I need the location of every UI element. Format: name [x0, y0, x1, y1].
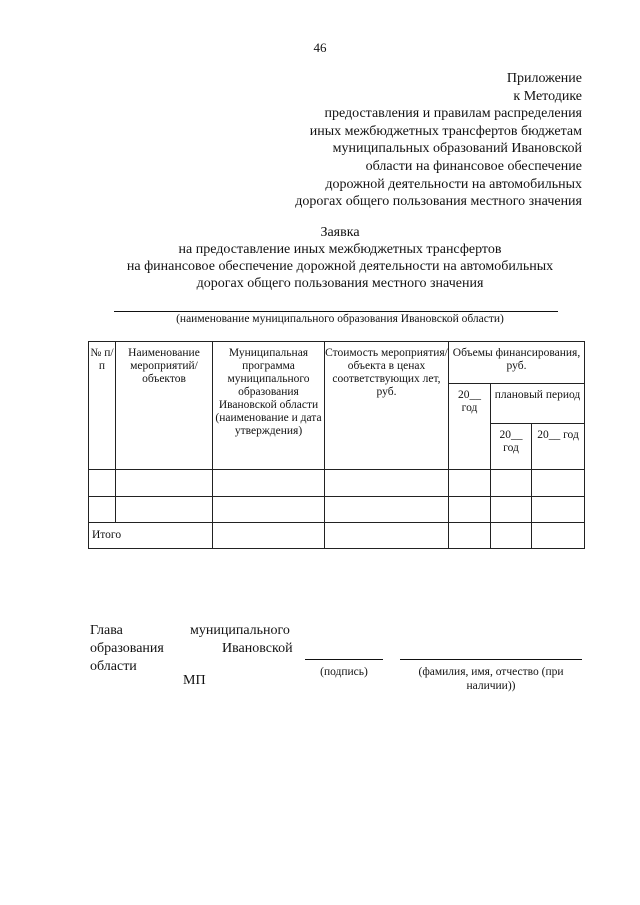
- table-row: [89, 497, 585, 523]
- table-cell: [532, 470, 585, 497]
- header-cost: Стоимость мероприятия/объекта в ценах соответствующих лет, руб.: [325, 342, 449, 470]
- table-cell: [491, 470, 532, 497]
- table-cell: [449, 497, 491, 523]
- title-line: на предоставление иных межбюджетных трансфертов: [178, 242, 502, 257]
- header-volumes: Объемы финансирования, руб.: [449, 342, 585, 384]
- stamp-label: МП: [183, 673, 206, 688]
- table-cell: [491, 497, 532, 523]
- head-word: муниципального: [190, 623, 290, 638]
- appendix-line: Приложение: [506, 71, 582, 86]
- name-underline: [400, 659, 582, 660]
- municipality-caption: (наименование муниципального образования Ивановской области): [176, 313, 504, 325]
- table-cell: [89, 470, 116, 497]
- table-cell: [213, 470, 325, 497]
- head-word: Глава: [90, 623, 123, 638]
- title-line: дорогах общего пользования местного значения: [196, 276, 484, 291]
- appendix-line: дорогах общего пользования местного значения: [295, 194, 582, 210]
- header-plan-year-1: 20__ год: [491, 424, 532, 470]
- signature-underline: [305, 659, 383, 660]
- municipality-underline: [114, 311, 558, 312]
- table-cell: [116, 470, 213, 497]
- head-word: Ивановской: [222, 641, 293, 656]
- document-title: [0, 224, 640, 292]
- table-cell: [325, 523, 449, 549]
- appendix-block: [242, 70, 582, 211]
- name-caption: (фамилия, имя, отчество (при наличии)): [418, 666, 564, 692]
- head-word: области: [90, 659, 137, 674]
- title-line: на финансовое обеспечение дорожной деятельности на автомобильных: [126, 259, 554, 274]
- header-num: № п/п: [89, 342, 116, 470]
- header-year: 20__ год: [449, 384, 491, 470]
- table-cell: [213, 497, 325, 523]
- total-row: [89, 523, 585, 549]
- head-word: образования: [90, 641, 164, 656]
- total-label: Итого: [89, 523, 213, 549]
- appendix-line: области на финансовое обеспечение: [365, 158, 582, 174]
- header-name: Наименование мероприятий/ объектов: [116, 342, 213, 470]
- request-table: [88, 341, 585, 549]
- appendix-line: дорожной деятельности на автомобильных: [325, 176, 582, 192]
- table-row: [89, 470, 585, 497]
- table-cell: [491, 523, 532, 549]
- table-cell: [325, 497, 449, 523]
- header-plan-period: плановый период: [491, 384, 585, 424]
- page-number: 46: [313, 40, 327, 55]
- table-cell: [116, 497, 213, 523]
- table-cell: [449, 523, 491, 549]
- appendix-line: муниципальных образований Ивановской: [332, 141, 582, 157]
- table-cell: [325, 470, 449, 497]
- appendix-line: иных межбюджетных трансфертов бюджетам: [309, 123, 582, 139]
- table-cell: [532, 523, 585, 549]
- header-plan-year-2: 20__ год: [532, 424, 585, 470]
- appendix-line: предоставления и правилам распределения: [324, 106, 582, 122]
- table-cell: [213, 523, 325, 549]
- header-program: Муниципальная программа муниципального образования Ивановской области (наименование и дата утверждения): [213, 342, 325, 470]
- table-cell: [89, 497, 116, 523]
- table-cell: [449, 470, 491, 497]
- title-heading: Заявка: [320, 225, 360, 240]
- signature-caption: (подпись): [320, 666, 368, 678]
- table-cell: [532, 497, 585, 523]
- appendix-line: к Методике: [513, 88, 582, 104]
